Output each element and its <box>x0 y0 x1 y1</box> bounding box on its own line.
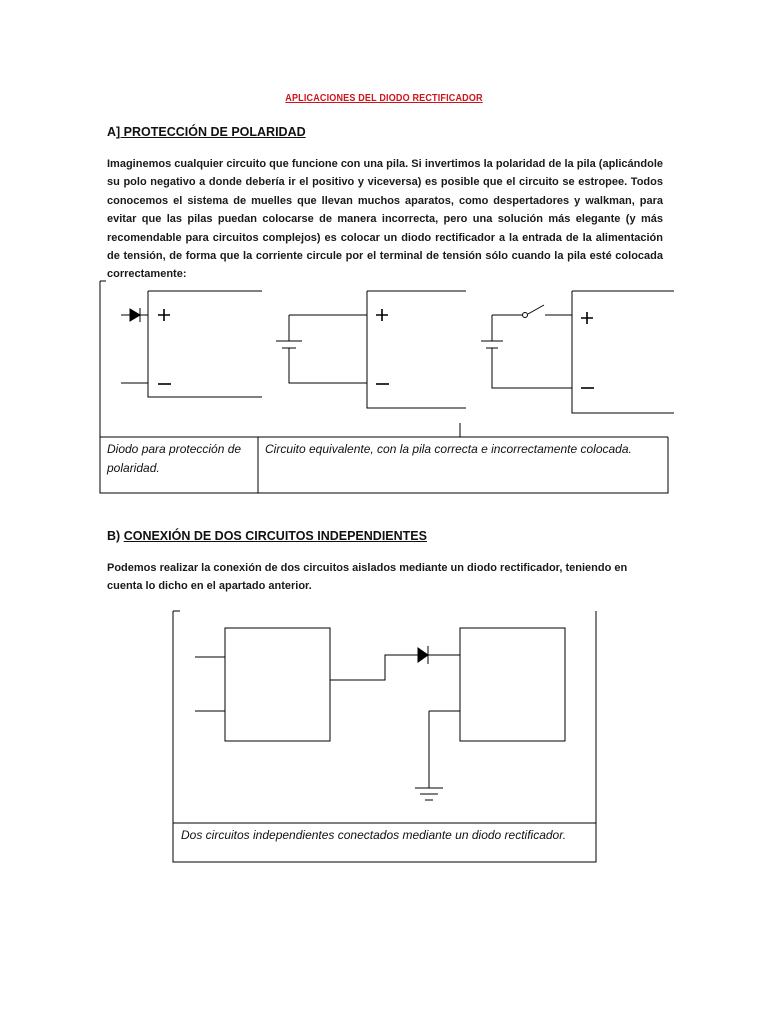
section-b-heading-text: CONEXIÓN DE DOS CIRCUITOS INDEPENDIENTES <box>123 529 427 543</box>
section-a-heading <box>107 125 306 139</box>
circuit-3-box <box>572 291 674 413</box>
switch-3-blade-icon <box>528 305 544 314</box>
plus-sign-2 <box>376 309 388 321</box>
section-a-paragraph: Imaginemos cualquier circuito que funcione con una pila. Si invertimos la polaridad de la pila (aplicándole su polo negativo a donde debería ir el positivo y viceversa) es posible que el circuito se estropee. Todos conocemos el sistema de muelles que llevan muchos aparatos, como despertadores y walkman, para evitar que las pilas puedan colocarse de manera incorrecta, pero una solución más elegante (y más recomendable para circuitos complejos) es colocar un diodo rectificador a la entrada de la alimentación de tensión, de forma que la corriente circule por el terminal de tensión sólo cuando la pila esté colocada correctamente: <box>107 158 663 281</box>
figure-b-frame <box>173 611 596 862</box>
diode-b-icon <box>418 648 428 662</box>
circuit-left-box <box>225 628 330 741</box>
caption-diode-protection: Diodo para protección de polaridad. <box>107 442 242 475</box>
circuit-right-box <box>460 628 565 741</box>
connection-wire <box>330 655 418 680</box>
section-b-heading <box>107 529 427 543</box>
plus-sign-3 <box>581 312 593 324</box>
circuit-2-box <box>367 291 466 408</box>
diode-1-icon <box>130 309 140 321</box>
plus-sign-1 <box>158 309 170 321</box>
caption-equivalent-circuit: Circuito equivalente, con la pila correcta e incorrectamente colocada. <box>265 442 632 456</box>
section-a-letter: A <box>107 125 117 139</box>
section-b-paragraph: Podemos realizar la conexión de dos circuitos aislados mediante un diodo rectificador, teniendo en cuenta lo dicho en el apartado anterior. <box>107 562 628 593</box>
switch-3-contact <box>523 313 528 318</box>
circuit-1-box <box>148 291 262 397</box>
document-title: APLICACIONES DEL DIODO RECTIFICADOR <box>285 92 483 104</box>
section-b-letter: B) <box>107 529 121 543</box>
caption-independent-circuits: Dos circuitos independientes conectados mediante un diodo rectificador. <box>181 828 567 842</box>
section-a-heading-text: ] PROTECCIÓN DE POLARIDAD <box>116 125 306 139</box>
